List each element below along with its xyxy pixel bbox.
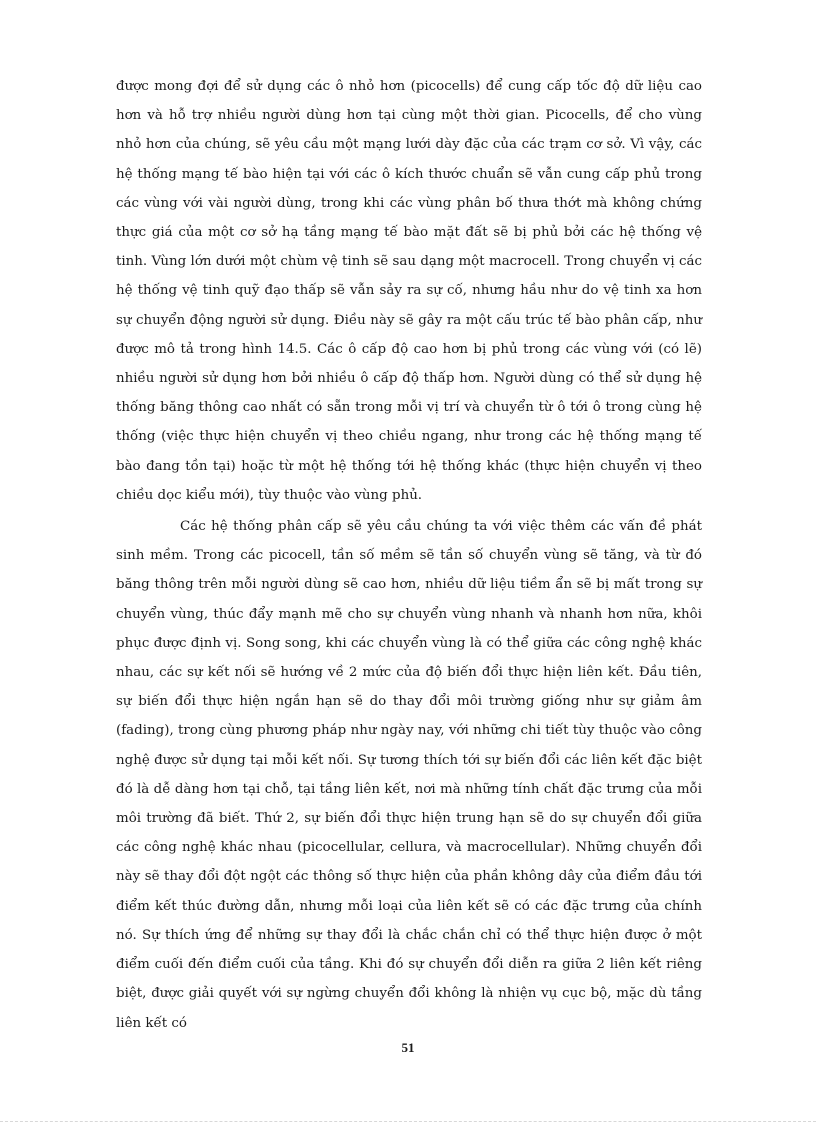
page-number: 51 — [401, 1040, 415, 1055]
paragraph-1: được mong đợi để sử dụng các ô nhỏ hơn (picocells) để cung cấp tốc độ dữ liệu cao hơn và hỗ trợ nhiều người dùng hơn tại cùng một thời gian. Picocells, để cho vùng nhỏ hơn của chúng, sẽ yêu cầu một mạng lưới dày đặc của các trạm cơ sở. Vì vậy, các hệ thống mạng tế bào hiện tại với các ô kích thước chuẩn sẽ vẫn cung cấp phủ trong các vùng với vài người dùng, trong khi các vùng phân bố thưa thớt mà không chứng thực giá của một cơ sở hạ tầng mạng tế bào mặt đất sẽ bị phủ bởi các hệ thống vệ tinh. Vùng lớn dưới một chùm vệ tinh sẽ sau dạng một macrocell. Trong chuyển vị các hệ thống vệ tinh quỹ đạo thấp sẽ vẫn sảy ra sự cố, nhưng hầu như do vệ tinh xa hơn sự chuyển động người sử dụng. Điều này sẽ gây ra một cấu trúc tế bào phân cấp, như được mô tả trong hình 14.5. Các ô cấp độ cao hơn bị phủ trong các vùng với (có lẽ) nhiều người sử dụng hơn bởi nhiều ô cấp độ thấp hơn. Người dùng có thể sử dụng hệ thống băng thông cao nhất có sẵn trong mỗi vị trí và chuyển từ ô tới ô trong cùng hệ thống (việc thực hiện chuyển vị theo chiều ngang, như trong các hệ thống mạng tế bào đang tồn tại) hoặc từ một hệ thống tới hệ thống khác (thực hiện chuyển vị theo chiều dọc kiểu mới), tùy thuộc vào vùng phủ. — [116, 79, 702, 503]
paragraph-2: Các hệ thống phân cấp sẽ yêu cầu chúng ta với việc thêm các vấn đề phát sinh mềm. Trong các picocell, tần số mềm sẽ tần số chuyển vùng sẽ tăng, và từ đó băng thông trên mỗi người dùng sẽ cao hơn, nhiều dữ liệu tiềm ẩn sẽ bị mất trong sự chuyển vùng, thúc đẩy mạnh mẽ cho sự chuyển vùng nhanh và nhanh hơn nữa, khôi phục được định vị. Song song, khi các chuyển vùng là có thể giữa các công nghệ khác nhau, các sự kết nối sẽ hướng về 2 mức của độ biến đổi thực hiện liên kết. Đầu tiên, sự biến đổi thực hiện ngắn hạn sẽ do thay đổi môi trường giống như sự giảm âm (fading), trong cùng phương pháp như ngày nay, với những chi tiết tùy thuộc vào công nghệ được sử dụng tại mỗi kết nối. Sự tương thích tới sự biến đổi các liên kết đặc biệt đó là dễ dàng hơn tại chỗ, tại tầng liên kết, nơi mà những tính chất đặc trưng của mỗi môi trường đã biết. Thứ 2, sự biến đổi thực hiện trung hạn sẽ do sự chuyển đổi giữa các công nghệ khác nhau (picocellular, cellura, và macrocellular). Những chuyển đổi này sẽ thay đổi đột ngột các thông số thực hiện của phần không dây của điểm đầu tới điểm kết thúc đường dẫn, nhưng mỗi loại của liên kết sẽ có các đặc trưng của chính nó. Sự thích ứng để những sự thay đổi là chắc chắn chỉ có thể thực hiện được ở một điểm cuối đến điểm cuối của tầng. Khi đó sự chuyển đổi diễn ra giữa 2 liên kết riêng biệt, được giải quyết với sự ngừng chuyển đổi không là nhiện vụ cục bộ, mặc dù tầng liên kết có — [116, 519, 702, 1031]
page-bottom-divider — [0, 1121, 816, 1122]
body-text — [116, 72, 702, 1040]
